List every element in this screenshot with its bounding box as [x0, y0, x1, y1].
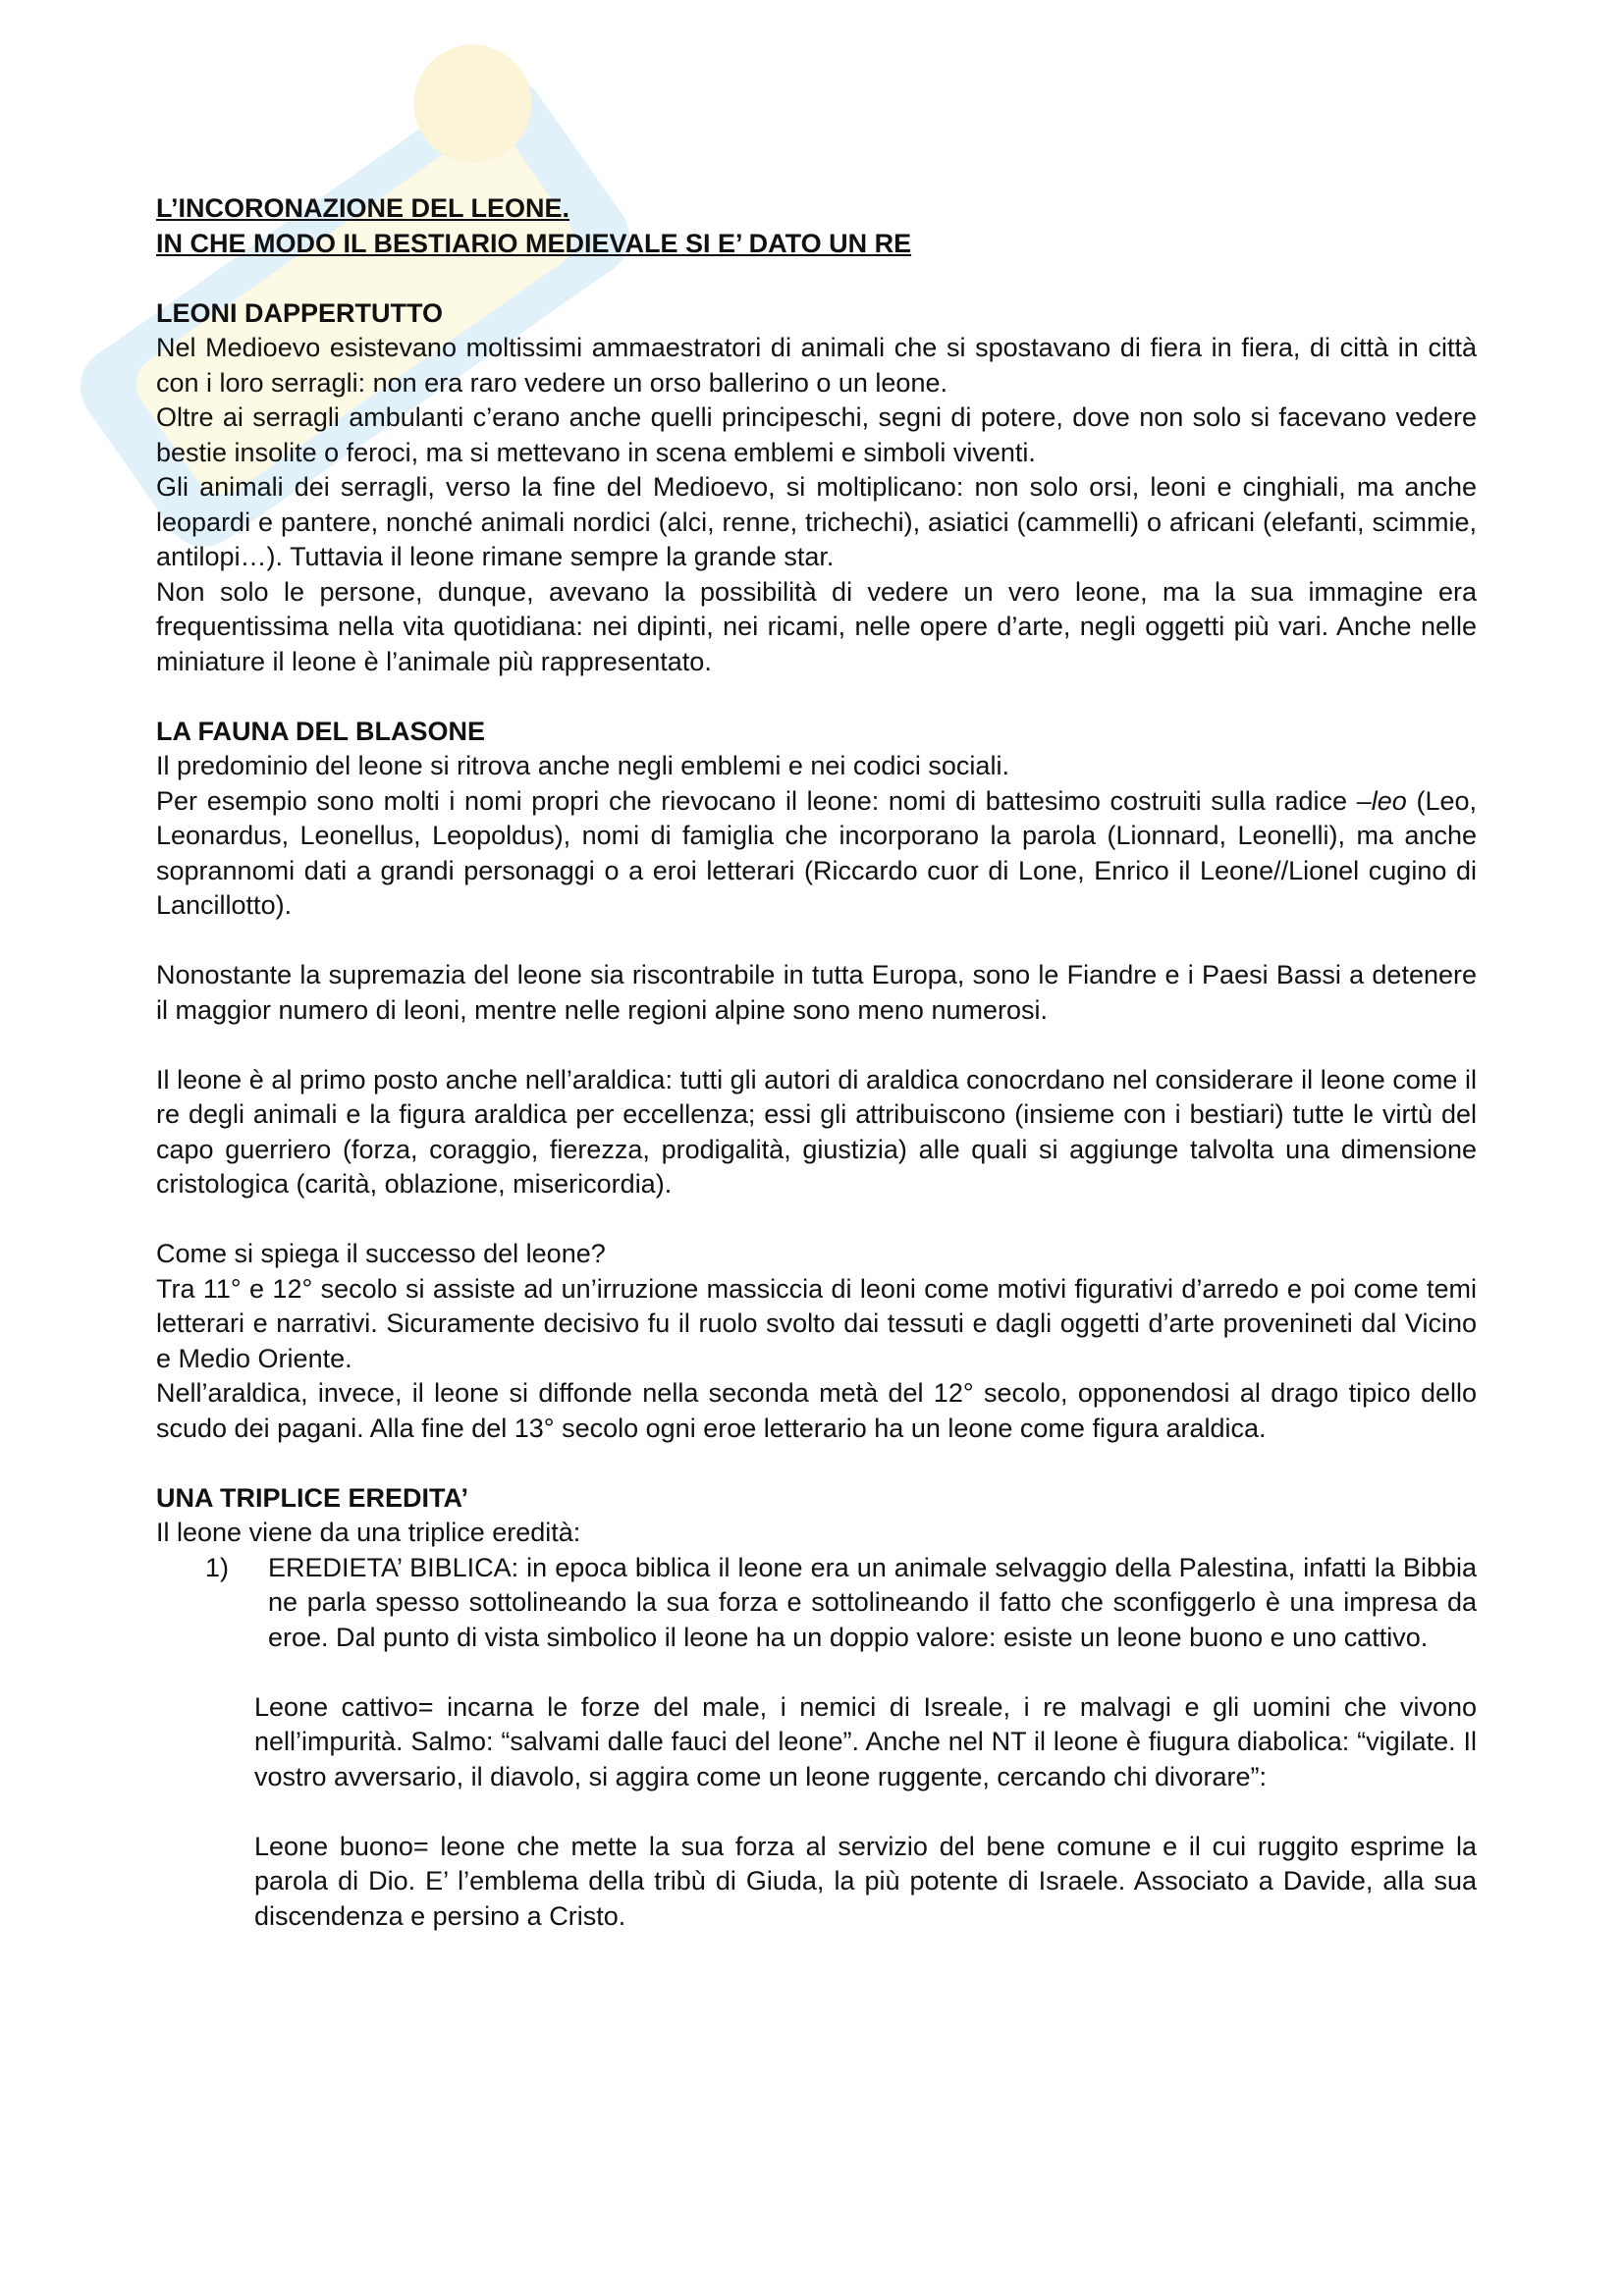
section-heading-eredita: UNA TRIPLICE EREDITA’ [156, 1482, 469, 1513]
paragraph-text: (Leo, Leonardus, Leonellus, Leopoldus), nomi di famiglia che incorporano la parola (Lionnard, Leonelli), ma anche soprannomi dati a grandi personaggi o a eroi letterari (Riccardo cuor di Lone, Enrico il Leone//Lionel cugino di Lancillotto). [156, 785, 1477, 920]
paragraph: Il predominio del leone si ritrova anche negli emblemi e nei codici sociali. [156, 751, 1009, 780]
paragraph: Il leone viene da una triplice eredità: [156, 1518, 581, 1547]
paragraph: Non solo le persone, dunque, avevano la possibilità di vedere un vero leone, ma la sua immagine era frequentissima nella vita quotidiana: nei dipinti, nei ricami, nelle opere d’arte, negli oggetti più vari. Anche nelle miniature il leone è l’animale più rappresentato. [156, 576, 1477, 676]
list-item-text: EREDIETA’ BIBLICA: in epoca biblica il leone era un animale selvaggio della Palestina, infatti la Bibbia ne parla spesso sottolineando la sua forza e sottolineando il fatto che sconfiggerlo è una impresa da eroe. Dal punto di vista simbolico il leone ha un doppio valore: esiste un leone buono e uno cattivo. [268, 1552, 1477, 1652]
title-line-1: L’INCORONAZIONE DEL LEONE. [156, 193, 570, 223]
paragraph: Oltre ai serragli ambulanti c’erano anche quelli principeschi, segni di potere, dove non solo si facevano vedere bestie insolite o feroci, ma si mettevano in scena emblemi e simboli viventi. [156, 402, 1477, 467]
emphasis-leo: –leo [1356, 785, 1407, 816]
section-heading-leoni: LEONI DAPPERTUTTO [156, 297, 444, 328]
paragraph-text: Per esempio sono molti i nomi propri che rievocano il leone: nomi di battesimo costruiti sulla radice [156, 785, 1357, 816]
question-line: Come si spiega il successo del leone? [156, 1239, 606, 1268]
section-heading-fauna: LA FAUNA DEL BLASONE [156, 716, 486, 746]
title-line-2: IN CHE MODO IL BESTIARIO MEDIEVALE SI E’ DATO UN RE [156, 228, 912, 258]
list-item [156, 1551, 1477, 1656]
document-body [156, 191, 1477, 1934]
paragraph-leone-buono: Leone buono= leone che mette la sua forza al servizio del bene comune e il cui ruggito esprime la parola di Dio. E’ l’emblema della tribù di Giuda, la più potente di Israele. Associato a Davide, alla sua discendenza e persino a Cristo. [254, 1831, 1477, 1931]
paragraph-leone-cattivo: Leone cattivo= incarna le forze del male, i nemici di Isreale, i re malvagi e gli uomini che vivono nell’impurità. Salmo: “salvami dalle fauci del leone”. Anche nel NT il leone è fiugura diabolica: “vigilate. Il vostro avversario, il diavolo, si aggira come un leone ruggente, cercando chi divorare”: [254, 1691, 1477, 1791]
paragraph: Gli animali dei serragli, verso la fine del Medioevo, si moltiplicano: non solo orsi, leoni e cinghiali, ma anche leopardi e pantere, nonché animali nordici (alci, renne, trichechi), asiatici (cammelli) o africani (elefanti, scimmie, antilopi…). Tuttavia il leone rimane sempre la grande star. [156, 472, 1477, 571]
paragraph: Nonostante la supremazia del leone sia riscontrabile in tutta Europa, sono le Fiandre e i Paesi Bassi a detenere il maggior numero di leoni, mentre nelle regioni alpine sono meno numerosi. [156, 960, 1477, 1025]
paragraph: Tra 11° e 12° secolo si assiste ad un’irruzione massiccia di leoni come motivi figurativi d’arredo e poi come temi letterari e narrativi. Sicuramente decisivo fu il ruolo svolto dai tessuti e dagli oggetti d’arte provenineti dal Vicino e Medio Oriente. [156, 1273, 1477, 1373]
paragraph [156, 784, 1477, 924]
paragraph: Il leone è al primo posto anche nell’araldica: tutti gli autori di araldica conocrdano nel considerare il leone come il re degli animali e la figura araldica per eccellenza; essi gli attribuiscono (insieme con i bestiari) tutte le virtù del capo guerriero (forza, coraggio, fierezza, prodigalità, giustizia) alle quali si aggiunge talvolta una dimensione cristologica (carità, oblazione, misericordia). [156, 1064, 1477, 1199]
paragraph: Nel Medioevo esistevano moltissimi ammaestratori di animali che si spostavano di fiera in fiera, di città in città con i loro serragli: non era raro vedere un orso ballerino o un leone. [156, 333, 1477, 398]
paragraph: Nell’araldica, invece, il leone si diffonde nella seconda metà del 12° secolo, opponendosi al drago tipico dello scudo dei pagani. Alla fine del 13° secolo ogni eroe letterario ha un leone come figura araldica. [156, 1378, 1477, 1443]
list-number: 1) [205, 1552, 230, 1582]
